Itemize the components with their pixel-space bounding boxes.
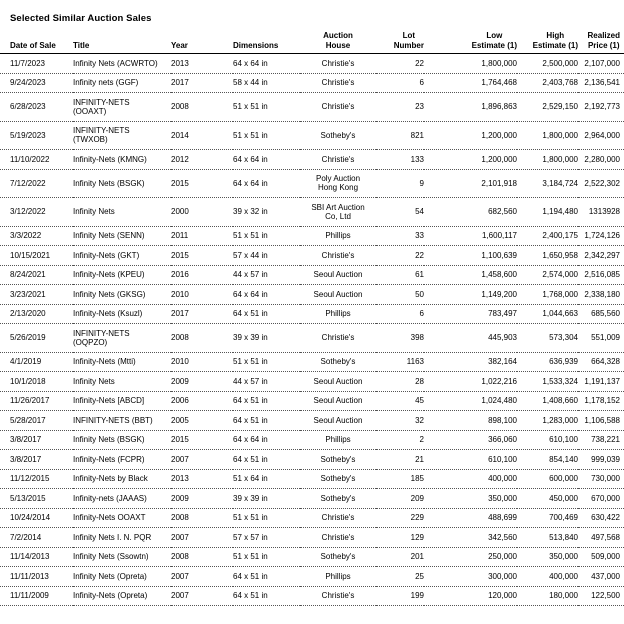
- column-header-label: Lot Number: [393, 31, 424, 50]
- cell-lot: 6: [419, 78, 424, 87]
- cell-year: 2016: [171, 270, 189, 279]
- table-row: [0, 450, 624, 470]
- cell-high: 2,400,175: [542, 231, 578, 240]
- cell-lot: 28: [415, 376, 424, 386]
- cell-realized: 685,560: [591, 309, 620, 318]
- cell-high: 350,000: [549, 552, 578, 561]
- cell-dimensions: 51 x 51 in: [233, 231, 268, 240]
- cell-year: 2017: [171, 309, 189, 318]
- cell-realized: 1,178,152: [584, 396, 620, 405]
- cell-realized: 551,009: [591, 333, 620, 342]
- cell-dimensions: 44 x 57 in: [233, 270, 268, 279]
- cell-year: 2008: [171, 333, 189, 342]
- cell-title: Infinity-nets (JAAAS): [73, 493, 147, 503]
- cell-title: Infinity-Nets (GKT): [73, 250, 140, 260]
- table-row: [0, 150, 624, 170]
- cell-date: 9/24/2023: [10, 78, 46, 87]
- cell-realized: 2,522,302: [584, 178, 620, 188]
- cell-title: Infinity Nets (BSGK): [73, 435, 145, 444]
- cell-high: 610,100: [549, 435, 578, 444]
- cell-high: 513,840: [549, 532, 578, 542]
- cell-lot: 2: [419, 435, 424, 444]
- cell-low: 610,100: [488, 454, 517, 464]
- cell-lot: 21: [415, 454, 424, 464]
- cell-dimensions: 57 x 44 in: [233, 250, 268, 260]
- cell-high: 636,939: [549, 357, 578, 366]
- table-row: [0, 586, 624, 606]
- cell-high: 1,283,000: [542, 415, 578, 425]
- column-header-realized-price: [578, 29, 624, 54]
- cell-house: Seoul Auction: [313, 289, 363, 299]
- cell-high: 2,574,000: [542, 270, 578, 279]
- cell-title: Infinity Nets (Ssowtn): [73, 552, 149, 561]
- cell-lot: 32: [415, 415, 424, 425]
- column-header-year: [171, 29, 233, 54]
- cell-year: 2006: [171, 396, 189, 405]
- column-header-lot-number: [376, 29, 424, 54]
- cell-realized: 999,039: [591, 454, 620, 464]
- cell-low: 1,200,000: [481, 130, 517, 140]
- cell-year: 2010: [171, 357, 189, 366]
- cell-dimensions: 64 x 51 in: [233, 591, 268, 600]
- cell-realized: 2,280,000: [584, 154, 620, 164]
- cell-title: Infinity Nets: [73, 376, 115, 386]
- cell-date: 5/28/2017: [10, 415, 46, 425]
- column-header-high-estimate: [517, 29, 578, 54]
- table-row: [0, 304, 624, 324]
- cell-low: 350,000: [488, 493, 517, 503]
- cell-date: 3/8/2017: [10, 435, 42, 444]
- cell-date: 3/8/2017: [10, 454, 42, 464]
- cell-realized: 1,191,137: [584, 376, 620, 386]
- cell-low: 783,497: [488, 309, 517, 318]
- cell-title: Infinity Nets (Opreta): [73, 571, 147, 581]
- cell-year: 2017: [171, 78, 189, 87]
- cell-house: Seoul Auction: [313, 270, 363, 279]
- cell-house: SBI Art Auction Co, Ltd: [311, 202, 365, 221]
- cell-high: 1,650,958: [542, 250, 578, 260]
- table-row: [0, 246, 624, 266]
- cell-house: Christie's: [321, 154, 355, 164]
- cell-high: 1,533,324: [542, 376, 578, 386]
- cell-house: Christie's: [321, 58, 355, 68]
- cell-lot: 50: [415, 289, 424, 299]
- cell-date: 2/13/2020: [10, 309, 46, 318]
- cell-low: 1,896,863: [481, 102, 517, 111]
- cell-low: 366,060: [488, 435, 517, 444]
- cell-house: Christie's: [321, 532, 355, 542]
- cell-date: 4/1/2019: [10, 357, 42, 366]
- cell-title: Infinity-Nets (FCPR): [73, 454, 145, 464]
- cell-low: 2,101,918: [481, 178, 517, 188]
- table-row: [0, 93, 624, 122]
- cell-realized: 509,000: [591, 552, 620, 561]
- cell-low: 1,458,600: [481, 270, 517, 279]
- cell-title: Infinity Nets: [73, 207, 115, 216]
- table-row: [0, 567, 624, 587]
- cell-date: 3/3/2022: [10, 231, 42, 240]
- page-title: Selected Similar Auction Sales: [10, 13, 152, 24]
- column-header-label: High Estimate (1): [532, 31, 578, 50]
- column-header-label: Low Estimate (1): [471, 31, 517, 50]
- cell-title: Infinity Nets (GKSG): [73, 289, 146, 299]
- table-row: [0, 265, 624, 285]
- cell-date: 11/12/2015: [10, 474, 50, 483]
- cell-lot: 209: [410, 493, 424, 503]
- cell-year: 2008: [171, 552, 189, 561]
- cell-dimensions: 51 x 51 in: [233, 357, 268, 366]
- cell-title: Infinity-Nets (Ksuzl): [73, 309, 143, 318]
- cell-title: Infinity-Nets (Mtti): [73, 357, 136, 366]
- cell-high: 1,408,660: [542, 396, 578, 405]
- column-header-low-estimate: [424, 29, 517, 54]
- cell-house: Phillips: [325, 309, 351, 318]
- cell-lot: 23: [415, 102, 424, 111]
- cell-lot: 9: [419, 178, 424, 188]
- cell-date: 10/1/2018: [10, 376, 46, 386]
- cell-date: 11/11/2009: [10, 591, 49, 600]
- cell-realized: 2,338,180: [584, 289, 620, 299]
- table-row: [0, 391, 624, 411]
- cell-dimensions: 64 x 51 in: [233, 396, 268, 405]
- cell-low: 1,024,480: [481, 396, 517, 405]
- cell-dimensions: 39 x 39 in: [233, 333, 268, 342]
- cell-house: Christie's: [321, 513, 355, 522]
- cell-title: Infinity Nets I. N. PQR: [73, 532, 152, 542]
- cell-dimensions: 64 x 51 in: [233, 454, 268, 464]
- cell-lot: 33: [415, 231, 424, 240]
- cell-lot: 398: [410, 333, 424, 342]
- cell-year: 2007: [171, 454, 189, 464]
- cell-date: 11/11/2013: [10, 571, 49, 581]
- column-header-auction-house: [300, 29, 376, 54]
- cell-lot: 45: [415, 396, 424, 405]
- cell-year: 2000: [171, 207, 189, 216]
- cell-house: Phillips: [325, 571, 351, 581]
- cell-year: 2009: [171, 376, 189, 386]
- cell-realized: 1,724,126: [584, 231, 620, 240]
- cell-year: 2013: [171, 474, 189, 483]
- cell-realized: 122,500: [591, 591, 620, 600]
- cell-title: INFINITY-NETS (TWXOB): [73, 126, 130, 144]
- cell-title: Infinity-Nets [ABCD]: [73, 396, 145, 405]
- cell-house: Seoul Auction: [313, 396, 363, 405]
- cell-house: Sotheby's: [320, 474, 356, 483]
- cell-date: 11/7/2023: [10, 58, 45, 68]
- cell-realized: 437,000: [591, 571, 620, 581]
- cell-realized: 2,136,541: [584, 78, 620, 87]
- table-row: [0, 285, 624, 305]
- table-row: [0, 169, 624, 198]
- cell-house: Seoul Auction: [313, 415, 363, 425]
- cell-high: 1,768,000: [542, 289, 578, 299]
- table-row: [0, 324, 624, 353]
- cell-title: Infinity Nets (SENN): [73, 231, 145, 240]
- cell-low: 382,164: [488, 357, 517, 366]
- column-header-label: Title: [73, 40, 90, 50]
- cell-low: 488,699: [488, 513, 517, 522]
- cell-realized: 497,568: [591, 532, 620, 542]
- cell-low: 1,100,639: [481, 250, 517, 260]
- table-body: [0, 54, 624, 606]
- table-row: [0, 528, 624, 548]
- cell-high: 2,500,000: [542, 58, 578, 68]
- cell-low: 1,800,000: [481, 58, 517, 68]
- cell-year: 2011: [171, 231, 189, 240]
- cell-realized: 2,107,000: [584, 58, 620, 68]
- cell-house: Christie's: [321, 78, 355, 87]
- cell-realized: 1313928: [588, 207, 620, 216]
- cell-lot: 129: [410, 532, 424, 542]
- table-row: [0, 547, 624, 567]
- cell-year: 2015: [171, 435, 189, 444]
- cell-lot: 133: [410, 154, 424, 164]
- table-row: [0, 198, 624, 227]
- cell-dimensions: 64 x 64 in: [233, 154, 268, 164]
- cell-house: Christie's: [321, 333, 355, 342]
- cell-high: 854,140: [549, 454, 578, 464]
- cell-title: Infinity-Nets (Opreta): [73, 591, 148, 600]
- cell-high: 2,529,150: [542, 102, 578, 111]
- table-row: [0, 54, 624, 74]
- column-header-label: Year: [171, 40, 188, 50]
- table-row: [0, 508, 624, 528]
- cell-date: 5/26/2019: [10, 333, 46, 342]
- cell-lot: 229: [410, 513, 424, 522]
- cell-realized: 738,221: [591, 435, 620, 444]
- cell-lot: 6: [419, 309, 424, 318]
- column-header-label: Auction House: [323, 31, 353, 50]
- cell-house: Sotheby's: [320, 493, 356, 503]
- cell-title: Infinity-Nets by Black: [73, 474, 148, 483]
- cell-title: INFINITY-NETS (OQPZO): [73, 328, 130, 347]
- cell-low: 342,560: [488, 532, 517, 542]
- cell-lot: 1163: [406, 357, 424, 366]
- cell-dimensions: 51 x 51 in: [233, 130, 268, 140]
- cell-dimensions: 64 x 51 in: [233, 415, 268, 425]
- table-header: [0, 29, 624, 54]
- cell-realized: 730,000: [591, 474, 620, 483]
- column-header-label: Realized Price (1): [587, 31, 620, 50]
- cell-date: 11/10/2022: [10, 154, 50, 164]
- table-row: [0, 121, 624, 150]
- cell-year: 2007: [171, 532, 189, 542]
- cell-date: 11/26/2017: [10, 396, 50, 405]
- cell-high: 700,469: [549, 513, 578, 522]
- cell-dimensions: 64 x 51 in: [233, 309, 268, 318]
- cell-high: 573,304: [549, 333, 578, 342]
- cell-title: Infinity Nets (ACWRTO): [73, 58, 158, 68]
- cell-date: 5/13/2015: [10, 493, 46, 503]
- cell-house: Christie's: [321, 591, 355, 600]
- cell-date: 7/12/2022: [10, 178, 46, 188]
- column-header-dimensions: [233, 29, 300, 54]
- cell-lot: 201: [410, 552, 424, 561]
- table-row: [0, 489, 624, 509]
- cell-house: Phillips: [325, 435, 351, 444]
- cell-high: 1,800,000: [542, 130, 578, 140]
- table-header-row: [0, 29, 624, 54]
- cell-title: INFINITY-NETS (BBT): [73, 415, 153, 425]
- cell-lot: 199: [410, 591, 424, 600]
- column-header-label: Date of Sale: [10, 40, 56, 50]
- cell-house: Seoul Auction: [313, 376, 363, 386]
- cell-title: Infinity-Nets OOAXT: [73, 513, 146, 522]
- cell-dimensions: 64 x 64 in: [233, 58, 268, 68]
- column-header-label: Dimensions: [233, 40, 279, 50]
- cell-year: 2009: [171, 493, 189, 503]
- cell-high: 400,000: [549, 571, 578, 581]
- cell-date: 6/28/2023: [10, 102, 46, 111]
- cell-dimensions: 58 x 44 in: [233, 78, 268, 87]
- cell-lot: 25: [415, 571, 424, 581]
- cell-date: 3/12/2022: [10, 207, 46, 216]
- cell-house: Sotheby's: [320, 357, 356, 366]
- table-row: [0, 372, 624, 392]
- cell-high: 1,044,663: [542, 309, 578, 318]
- cell-low: 400,000: [488, 474, 517, 483]
- cell-low: 300,000: [488, 571, 517, 581]
- cell-high: 450,000: [549, 493, 578, 503]
- cell-realized: 2,192,773: [584, 102, 620, 111]
- cell-house: Poly Auction Hong Kong: [315, 174, 361, 192]
- auction-sales-table: [0, 29, 624, 606]
- report-page: [0, 13, 624, 606]
- cell-year: 2005: [171, 415, 189, 425]
- cell-high: 2,403,768: [542, 78, 578, 87]
- cell-high: 3,184,724: [542, 178, 578, 188]
- table-row: [0, 73, 624, 93]
- cell-low: 1,149,200: [481, 289, 517, 299]
- cell-high: 1,800,000: [542, 154, 578, 164]
- cell-lot: 22: [415, 58, 424, 68]
- cell-title: Infinity nets (GGF): [73, 78, 139, 87]
- cell-year: 2015: [171, 250, 189, 260]
- cell-high: 1,194,480: [542, 207, 578, 216]
- cell-title: Infinity-Nets (KPEU): [73, 270, 145, 279]
- cell-year: 2012: [171, 154, 189, 164]
- cell-date: 8/24/2021: [10, 270, 46, 279]
- cell-low: 1,600,117: [482, 231, 517, 240]
- cell-realized: 2,964,000: [584, 130, 620, 140]
- cell-realized: 670,000: [591, 493, 620, 503]
- table-row: [0, 430, 624, 450]
- cell-date: 10/15/2021: [10, 250, 51, 260]
- cell-title: Infinity Nets (BSGK): [73, 178, 145, 188]
- cell-house: Christie's: [321, 250, 355, 260]
- cell-dimensions: 51 x 51 in: [233, 513, 268, 522]
- cell-dimensions: 51 x 51 in: [233, 102, 268, 111]
- cell-high: 600,000: [549, 474, 578, 483]
- cell-high: 180,000: [549, 591, 578, 600]
- cell-year: 2007: [171, 591, 189, 600]
- cell-dimensions: 64 x 51 in: [233, 571, 268, 581]
- cell-dimensions: 64 x 64 in: [233, 289, 268, 299]
- cell-dimensions: 44 x 57 in: [233, 376, 268, 386]
- cell-realized: 664,328: [591, 357, 620, 366]
- cell-date: 10/24/2014: [10, 513, 51, 522]
- table-row: [0, 411, 624, 431]
- table-row: [0, 226, 624, 246]
- cell-realized: 630,422: [591, 513, 620, 522]
- cell-dimensions: 39 x 32 in: [233, 207, 268, 216]
- cell-date: 5/19/2023: [10, 130, 46, 140]
- cell-date: 11/14/2013: [10, 552, 50, 561]
- cell-realized: 2,342,297: [584, 250, 620, 260]
- cell-low: 682,560: [488, 207, 517, 216]
- cell-year: 2015: [171, 178, 189, 188]
- cell-date: 3/23/2021: [10, 289, 46, 299]
- cell-year: 2008: [171, 102, 189, 111]
- cell-year: 2010: [171, 289, 189, 299]
- cell-dimensions: 51 x 51 in: [233, 552, 268, 561]
- cell-dimensions: 64 x 64 in: [233, 178, 268, 188]
- cell-lot: 821: [410, 130, 424, 140]
- cell-house: Sotheby's: [320, 552, 356, 561]
- cell-dimensions: 57 x 57 in: [233, 532, 268, 542]
- cell-dimensions: 39 x 39 in: [233, 493, 268, 503]
- cell-lot: 54: [415, 207, 424, 216]
- cell-house: Sotheby's: [320, 454, 356, 464]
- cell-title: Infinity-Nets (KMNG): [73, 154, 147, 164]
- cell-year: 2014: [171, 130, 189, 140]
- cell-low: 445,903: [488, 333, 517, 342]
- cell-lot: 185: [410, 474, 424, 483]
- column-header-title: [73, 29, 171, 54]
- table-row: [0, 352, 624, 372]
- cell-low: 1,200,000: [481, 154, 517, 164]
- cell-lot: 61: [415, 270, 424, 279]
- cell-year: 2013: [171, 58, 189, 68]
- cell-dimensions: 51 x 64 in: [233, 474, 268, 483]
- cell-low: 120,000: [488, 591, 517, 600]
- table-row: [0, 469, 624, 489]
- cell-house: Sotheby's: [320, 130, 356, 140]
- cell-realized: 2,516,085: [584, 270, 620, 279]
- cell-title: INFINITY-NETS (OOAXT): [73, 97, 130, 116]
- cell-year: 2008: [171, 513, 189, 522]
- cell-low: 250,000: [488, 552, 517, 561]
- cell-realized: 1,106,588: [584, 415, 620, 425]
- cell-dimensions: 64 x 64 in: [233, 435, 268, 444]
- cell-low: 1,022,216: [481, 376, 517, 386]
- cell-house: Christie's: [321, 102, 355, 111]
- cell-year: 2007: [171, 571, 189, 581]
- cell-low: 898,100: [488, 415, 517, 425]
- cell-low: 1,764,468: [481, 78, 517, 87]
- cell-date: 7/2/2014: [10, 532, 42, 542]
- cell-lot: 22: [415, 250, 424, 260]
- cell-house: Phillips: [325, 231, 351, 240]
- column-header-date-of-sale: [0, 29, 73, 54]
